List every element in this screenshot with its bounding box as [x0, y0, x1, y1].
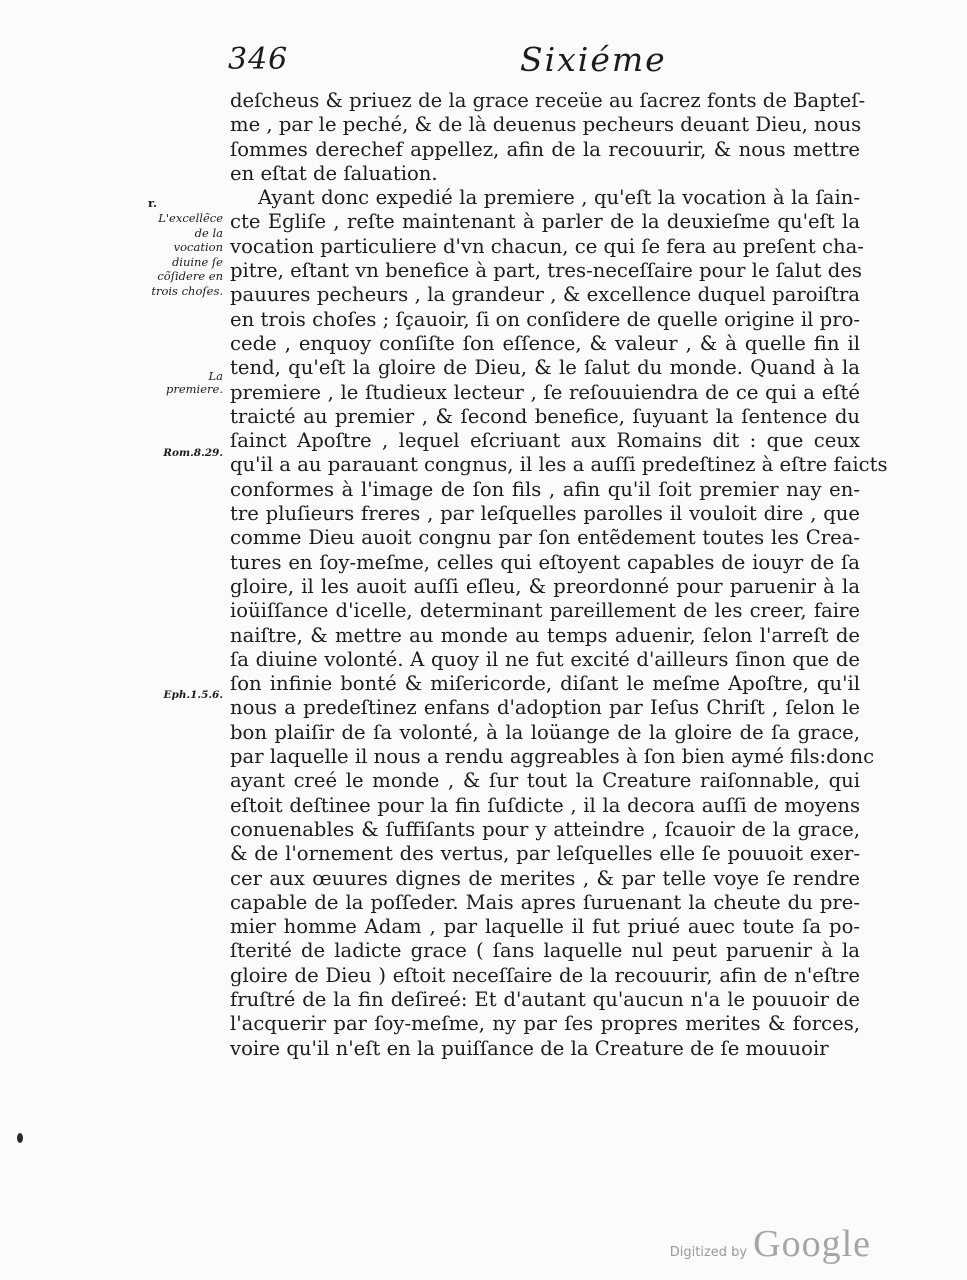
body-line: eſtoit deſtinee pour la fin ſuſdicte , il la decora auſſi de moyens	[230, 793, 860, 817]
page-speck	[17, 1133, 23, 1143]
body-text	[230, 89, 888, 1061]
body-line: premiere , le ſtudieux lecteur , ſe reſouuiendra de ce qui a eſté	[230, 380, 860, 404]
body-line: conuenables & ſuffiſants pour y atteindre , ſcauoir de la grace,	[230, 817, 860, 841]
margin-note-la-premiere: La premiere.	[165, 369, 223, 396]
body-line: l'acquerir par ſoy-meſme, ny par ſes propres merites & forces,	[230, 1012, 860, 1036]
body-line: cer aux œuures dignes de merites , & par telle voye ſe rendre	[230, 866, 860, 890]
digitized-footer	[670, 1222, 871, 1266]
body-line: nous a predeſtinez enfans d'adoption par Ieſus Chriſt , ſelon le	[230, 696, 860, 720]
google-logo: Google	[753, 1223, 871, 1265]
body-line: capable de la poſſeder. Mais apres ſuruenant la cheute du pre-	[230, 890, 860, 914]
body-line: ſainct Apoſtre , lequel eſcriuant aux Romains dit : que ceux	[230, 429, 860, 453]
body-line: tend, qu'eſt la gloire de Dieu, & le ſalut du monde. Quand à la	[230, 356, 860, 380]
body-line: par laquelle il nous a rendu aggreables à ſon bien aymé fils:donc	[230, 745, 875, 769]
body-line: en trois choſes ; ſçauoir, ſi on conſidere de quelle origine il pro-	[230, 307, 860, 331]
body-line: ſterité de ladicte grace ( ſans laquelle nul peut paruenir à la	[230, 939, 860, 963]
body-line: cte Egliſe , reſte maintenant à parler de la deuxieſme qu'eſt la	[230, 210, 860, 234]
body-line: ſa diuine volonté. A quoy il ne fut excité d'ailleurs ſinon que de	[230, 647, 860, 671]
body-line: conformes à l'image de ſon fils , afin qu'il ſoit premier nay en-	[230, 477, 860, 501]
body-line: pauures pecheurs , la grandeur , & excellence duquel paroiſtra	[230, 283, 860, 307]
body-line: vocation particuliere d'vn chacun, ce qui ſe fera au preſent cha-	[230, 234, 864, 258]
margin-note-rom: Rom.8.29.	[163, 447, 223, 459]
body-line: ioüiſſance d'icelle, determinant pareillement de les creer, faire	[230, 599, 860, 623]
margin-note-marker: r.	[148, 196, 158, 210]
digitized-label: Digitized by	[669, 1245, 748, 1260]
margin-note-excellence: L'excellẽce de la vocation diuine ſe cõſidere en trois choſes.	[151, 211, 223, 298]
body-line: pitre, eſtant vn benefice à part, tres-neceſſaire pour le ſalut des	[230, 259, 862, 283]
body-line: ayant creé le monde , & ſur tout la Creature raiſonnable, qui	[230, 769, 860, 793]
body-line: en eſtat de ſaluation.	[230, 161, 438, 185]
body-line: qu'il a au parauant congnus, il les a auſſi predeſtinez à eſtre faicts	[230, 453, 888, 477]
margin-note-eph: Eph.1.5.6.	[163, 689, 223, 701]
page-number: 346	[228, 42, 289, 77]
body-line: comme Dieu auoit congnu par ſon entẽdement toutes les Crea-	[230, 526, 860, 550]
body-line: tre pluſieurs freres , par leſquelles parolles il vouloit dire , que	[230, 502, 860, 526]
body-line: bon plaiſir de ſa volonté, à la loüange de la gloire de ſa grace,	[230, 720, 860, 744]
body-line: mier homme Adam , par laquelle il fut priué auec toute ſa po-	[230, 915, 860, 939]
body-line: ſommes derechef appellez, afin de la recouurir, & nous mettre	[230, 137, 860, 161]
body-line: fruſtré de la fin deſireé: Et d'autant qu'aucun n'a le pouuoir de	[230, 987, 860, 1011]
body-line: voire qu'il n'eſt en la puiſſance de la Creature de ſe mouuoir	[230, 1036, 829, 1060]
body-line: tures en ſoy-meſme, celles qui eſtoyent capables de iouyr de ſa	[230, 550, 860, 574]
body-line: gloire de Dieu ) eſtoit neceſſaire de la recouurir, afin de n'eſtre	[230, 963, 860, 987]
body-line: deſcheus & priuez de la grace receüe au ſacrez fonts de Bapteſ-	[230, 89, 866, 112]
body-line: ſon infinie bonté & miſericorde, diſant le meſme Apoſtre, qu'il	[230, 672, 860, 696]
body-line: naiſtre, & mettre au monde au temps aduenir, ſelon l'arreſt de	[230, 623, 860, 647]
body-line: traicté au premier , & ſecond benefice, ſuyuant la ſentence du	[230, 404, 860, 428]
body-line: & de l'ornement des vertus, par leſquelles elle ſe pouuoit exer-	[230, 842, 860, 866]
body-line: me , par le peché, & de là deuenus pecheurs deuant Dieu, nous	[230, 113, 862, 137]
body-line: gloire, il les auoit auſſi eſleu, & preordonné pour paruenir à la	[230, 574, 860, 598]
body-line: Ayant donc expedié la premiere , qu'eſt la vocation à la ſain-	[258, 186, 860, 210]
body-line: cede , enquoy conſiſte ſon eſſence, & valeur , & à quelle fin il	[230, 331, 860, 355]
running-head: Sixiéme	[520, 40, 667, 79]
